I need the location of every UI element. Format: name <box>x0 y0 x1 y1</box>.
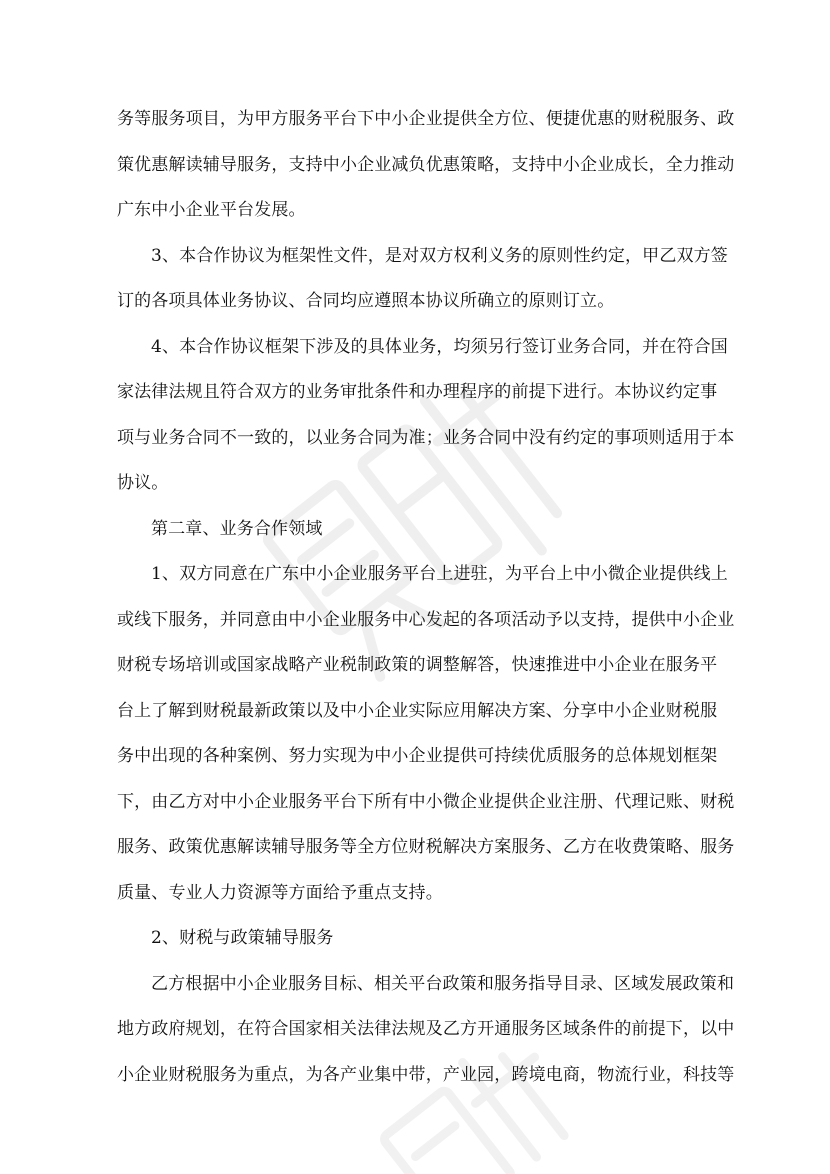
text-line: 下，由乙方对中小企业服务平台下所有中小微企业提供企业注册、代理记账、财税 <box>117 791 735 812</box>
text-line: 项与业务合同不一致的，以业务合同为准；业务合同中没有约定的事项则适用于本 <box>117 427 735 448</box>
text-line: 策优惠解读辅导服务，支持中小企业减负优惠策略，支持中小企业成长，全力推动 <box>117 154 735 175</box>
document-body <box>117 97 735 1098</box>
text-line: 或线下服务，并同意由中小企业服务中心发起的各项活动予以支持，提供中小企业 <box>117 609 735 630</box>
text-line: 家法律法规且符合双方的业务审批条件和办理程序的前提下进行。本协议约定事 <box>117 382 718 402</box>
text-line: 订的各项具体业务协议、合同均应遵照本协议所确立的原则订立。 <box>117 291 615 311</box>
clause-4-start: 4、本合作协议框架下涉及的具体业务，均须另行签订业务合同，并在符合国 <box>151 336 728 357</box>
text-line: 质量、专业人力资源等方面给予重点支持。 <box>117 882 443 903</box>
text-line: 地方政府规划，在符合国家相关法律法规及乙方开通服务区域条件的前提下，以中 <box>117 1019 735 1039</box>
text-line: 务等服务项目，为甲方服务平台下中小企业提供全方位、便捷优惠的财税服务、政 <box>117 109 735 129</box>
text-line: 小企业财税服务为重点，为各产业集中带，产业园，跨境电商，物流行业，科技等 <box>117 1064 735 1085</box>
section-2-start: 乙方根据中小企业服务目标、相关平台政策和服务指导目录、区域发展政策和 <box>151 973 735 994</box>
section-2-heading: 2、财税与政策辅导服务 <box>151 928 334 948</box>
text-line: 财税专场培训或国家战略产业税制政策的调整解答，快速推进中小企业在服务平 <box>117 655 718 675</box>
text-line: 服务、政策优惠解读辅导服务等全方位财税解决方案服务、乙方在收费策略、服务 <box>117 837 735 857</box>
text-line: 台上了解到财税最新政策以及中小企业实际应用解决方案、分享中小企业财税服 <box>117 700 718 721</box>
chapter-heading: 第二章、业务合作领域 <box>151 518 323 539</box>
section-1-start: 1、双方同意在广东中小企业服务平台上进驻，为平台上中小微企业提供线上 <box>151 564 728 584</box>
text-line: 协议。 <box>117 473 169 493</box>
clause-3-start: 3、本合作协议为框架性文件，是对双方权利义务的原则性约定，甲乙双方签 <box>151 245 728 266</box>
text-line: 广东中小企业平台发展。 <box>117 200 306 220</box>
text-line: 务中出现的各种案例、努力实现为中小企业提供可持续优质服务的总体规划框架 <box>117 746 718 766</box>
